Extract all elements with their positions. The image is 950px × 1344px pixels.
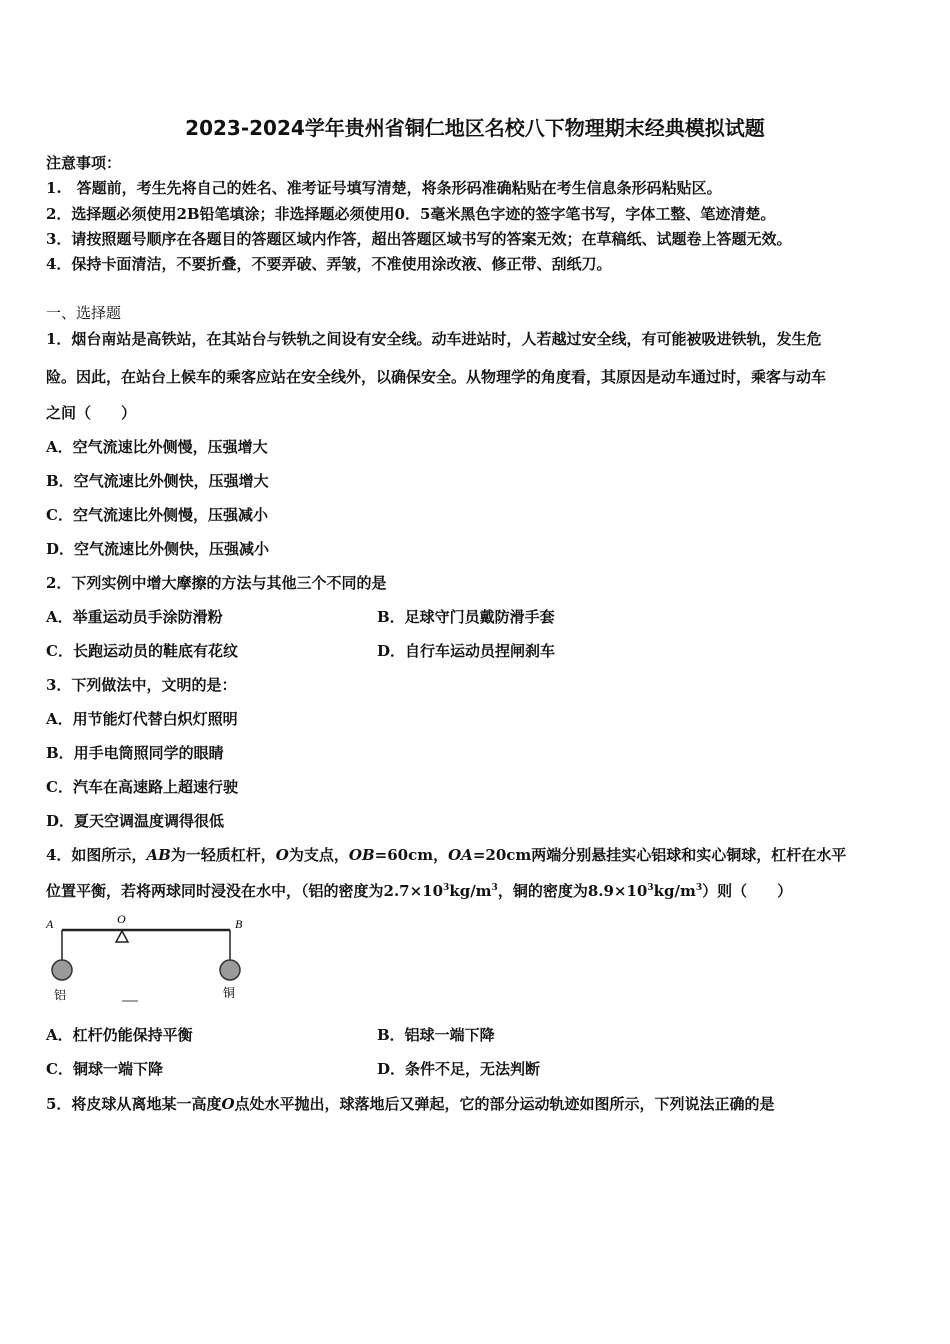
page-title: 2023-2024学年贵州省铜仁地区名校八下物理期末经典模拟试题	[185, 116, 765, 140]
section-heading: 一、选择题	[46, 304, 122, 322]
q2-option-a: A．举重运动员手涂防滑粉	[46, 608, 223, 626]
notice-item: 2．选择题必须使用2B铅笔填涂；非选择题必须使用0．5毫米黑色字迹的签字笔书写，字体工整、笔迹清楚。	[46, 205, 776, 223]
notice-item: 3．请按照题号顺序在各题目的答题区域内作答，超出答题区域书写的答案无效；在草稿纸、试题卷上答题无效。	[46, 230, 792, 248]
q4-option-d: D．条件不足，无法判断	[377, 1060, 541, 1078]
q1-stem-line3: 之间（ ）	[46, 404, 137, 422]
fulcrum-triangle	[116, 931, 128, 942]
notice-heading: 注意事项：	[46, 154, 122, 172]
q4-option-a: A．杠杆仍能保持平衡	[46, 1026, 193, 1044]
label-b: B	[235, 917, 243, 931]
q4-option-c: C．铜球一端下降	[46, 1060, 163, 1078]
q3-option-d: D．夏天空调温度调得很低	[46, 812, 225, 830]
label-o: O	[117, 912, 126, 926]
q2-option-d: D．自行车运动员捏闸刹车	[377, 642, 556, 660]
notice-item: 4．保持卡面清洁，不要折叠，不要弄破、弄皱，不准使用涂改液、修正带、刮纸刀。	[46, 255, 612, 273]
label-aluminum: 铝	[54, 988, 67, 1002]
aluminum-ball	[52, 960, 72, 980]
q1-option-d: D．空气流速比外侧快，压强减小	[46, 540, 270, 558]
q5-stem: 5．将皮球从离地某一高度O点处水平抛出，球落地后又弹起，它的部分运动轨迹如图所示，下列说法正确的是	[46, 1095, 775, 1113]
q4-stem-line2: 位置平衡，若将两球同时浸没在水中，（铝的密度为$2.7\times 10^3kg/m^3$，铜的密度为$8.9\times 10^3kg/m^3$）则（ ）	[46, 882, 793, 900]
q2-option-b: B．足球守门员戴防滑手套	[377, 608, 555, 626]
q1-option-b: B．空气流速比外侧快，压强增大	[46, 472, 269, 490]
q3-stem: 3．下列做法中，文明的是：	[46, 676, 237, 694]
q1-stem-line2: 险。因此，在站台上候车的乘客应站在安全线外，以确保安全。从物理学的角度看，其原因是动车通过时，乘客与动车	[46, 368, 827, 386]
q1-option-a: A．空气流速比外侧慢，压强增大	[46, 438, 268, 456]
q4-stem-line1: 4．如图所示，AB为一轻质杠杆，O为支点，OB=60cm，OA=20cm两端分别悬挂实心铝球和实心铜球，杠杆在水平	[46, 846, 847, 864]
lever-diagram	[40, 912, 260, 1007]
notice-item: 1. 答题前，考生先将自己的姓名、准考证号填写清楚，将条形码准确粘贴在考生信息条形码粘贴区。	[46, 179, 722, 197]
label-copper: 铜	[223, 986, 236, 1000]
q1-option-c: C．空气流速比外侧慢，压强减小	[46, 506, 268, 524]
q2-option-c: C．长跑运动员的鞋底有花纹	[46, 642, 238, 660]
label-a: A	[46, 917, 54, 931]
q3-option-a: A．用节能灯代替白炽灯照明	[46, 710, 238, 728]
q4-option-b: B．铝球一端下降	[377, 1026, 495, 1044]
q2-stem: 2．下列实例中增大摩擦的方法与其他三个不同的是	[46, 574, 387, 592]
q1-stem-line1: 1．烟台南站是高铁站，在其站台与铁轨之间设有安全线。动车进站时，人若越过安全线，有可能被吸进铁轨，发生危	[46, 330, 822, 348]
q3-option-c: C．汽车在高速路上超速行驶	[46, 778, 238, 796]
q3-option-b: B．用手电筒照同学的眼睛	[46, 744, 224, 762]
copper-ball	[220, 960, 240, 980]
